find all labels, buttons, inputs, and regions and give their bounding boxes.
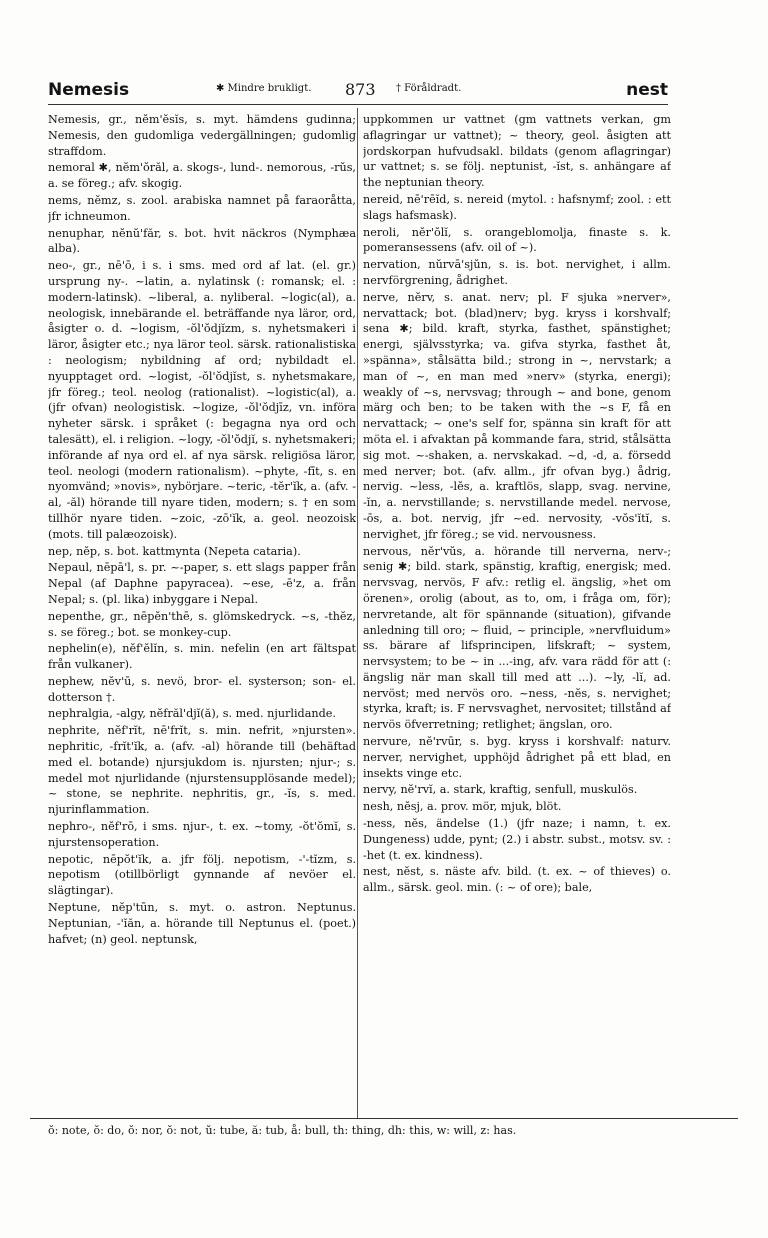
entry: nephew, nĕv'ū, s. nevö, bror- el. systerson; son- el. dotterson †. <box>48 674 356 704</box>
obsolete-note: † Föråldradt. <box>396 83 462 94</box>
entry: nepotic, nēpŏt'ĭk, a. jfr följ. nepotism, -'-tĭzm, s. nepotism (otillbörligt gynnande af nevöer el. slägtingar). <box>48 852 356 898</box>
page-number: 873 <box>345 80 376 99</box>
entry: neroli, nĕr'ŏlĭ, s. orangeblomolja, finaste s. k. pomeransessens (afv. oil of ~). <box>363 225 671 255</box>
guide-word-right: nest <box>626 80 668 100</box>
entry: uppkommen ur vattnet (gm vattnets verkan, gm aflagringar ur vattnet); ~ theory, geol. åsigten att jordskorpan hufvudsakl. bildats (genom aflagringar) ur vattnet; s. se följ. neptunist, -ĭst, s. anhängare af the neptunian theory. <box>363 113 671 190</box>
left-column <box>48 112 356 1112</box>
entry: Neptune, nĕp'tūn, s. myt. o. astron. Neptunus. Neptunian, -'ĭăn, a. hörande till Neptunus el. (poet.) hafvet; (n) geol. neptunsk, <box>48 901 356 946</box>
column-divider <box>357 108 358 1118</box>
entry: nephro-, nĕf'rō, i sms. njur-, t. ex. ~tomy, -ŏt'ŏmĭ, s. njurstensoperation. <box>48 820 356 849</box>
entry: nervy, nĕ'rvĭ, a. stark, kraftig, senfull, muskulös. <box>363 783 638 797</box>
pronunciation-key: ŏ: note, ŏ: do, ŏ: nor, ŏ: not, ŭ: tube, ă: tub, å: bull, th: thing, dh: this, w: will, z: has. <box>48 1124 517 1137</box>
entry: nervous, nĕr'vŭs, a. hörande till nerverna, nerv-; senig ✱; bild. stark, spänstig, kraftig, energisk; med. nervsvag, nervös, F afv.: retlig el. ängslig, »het om örenen», orolig (about, as to, om, i fråga om, för); nervretande, alt för spännande (situation), gifvande anledning till oro; ~ fluid, ~ principle, »nervfluidum» ss. bärare af lifsprincipen, lifskraft; ~ system, nervsystem; to be ~ in ...-ing, afv. vara rädd för att (: ängslig när man skall till med att ...). ~ly, -lĭ, ad. nervöst; med nervös oro. ~ness, -nĕs, s. nervighet; styrka, kraft; is. F nervsvaghet, nervositet; tillstånd af nervös öfverretning; retlighet; ängslan, oro. <box>363 544 671 732</box>
header-rule <box>48 104 668 105</box>
rare-note: ✱ Mindre brukligt. <box>216 83 312 94</box>
entry: nesh, nĕsj, a. prov. mör, mjuk, blöt. <box>363 800 562 814</box>
right-column <box>363 112 671 1112</box>
footer-rule <box>30 1118 738 1119</box>
entry: Nemesis, gr., nĕm'ĕsĭs, s. myt. hämdens gudinna; Nemesis, den gudomliga vedergällningen; gudomlig straffdom. <box>48 113 356 158</box>
page-header <box>48 80 668 102</box>
guide-word-left: Nemesis <box>48 80 130 100</box>
entry: -ness, nĕs, ändelse (1.) (jfr naze; i namn, t. ex. Dungeness) udde, pynt; (2.) i abstr. subst., motsv. sv. : -het (t. ex. kindness). <box>363 817 671 862</box>
entry: nemoral ✱, nĕm'ŏrăl, a. skogs-, lund-. nemorous, -rŭs, a. se föreg.; afv. skogig. <box>48 161 356 191</box>
entry: Nepaul, nēpā'l, s. pr. ~-paper, s. ett slags papper från Nepal (af Daphne papyracea). ~ese, -ē'z, a. från Nepal; s. (pl. lika) inbyggare i Nepal. <box>48 561 356 606</box>
entry: nervation, nŭrvā'sjŭn, s. is. bot. nervighet, i allm. nervförgrening, ådrighet. <box>363 258 671 287</box>
entry: nephralgia, -algy, nĕfrăl'djĭ(ă), s. med. njurlidande. <box>48 707 336 721</box>
entry: nephrite, nĕf'rĭt, nē'frĭt, s. min. nefrit, »njursten». nephritic, -frĭt'ĭk, a. (afv. -al) hörande till (behäftad med el. botande) njursjukdom is. njursten; njur-; s. medel mot njurlidande (njurstensupplösande medel); ~ stone, se nephrite. nephritis, gr., -ĭs, s. med. njurinflammation. <box>48 724 356 817</box>
entry: nereid, nē'rēĭd, s. nereid (mytol. : hafsnymf; zool. : ett slags hafsmask). <box>363 192 671 222</box>
entry: nerve, nĕrv, s. anat. nerv; pl. F sjuka »nerver», nervattack; bot. (blad)nerv; byg. kryss i korshvalf; sena ✱; bild. kraft, styrka, fasthet, spänstighet; energi, självsstyrka; va. gifva styrka, fasthet åt, »spänna», stålsätta bild.; strong in ~, nervstark; a man of ~, en man med »nerv» (styrka, energi); weakly of ~s, nervsvag; through ~ and bone, genom märg och ben; to be taken with the ~s F, få en nervattack; ~ one's self for, spänna sin kraft för att möta el. i afvaktan på kommande fara, strid, stålsätta sig mot. ~-shaken, a. nervskakad. ~d, -d, a. försedd med nerver; bot. (afv. allm., jfr ofvan byg.) ådrig, nervig. ~less, -lĕs, a. kraftlös, slapp, svag. nervine, -ĭn, a. nervstillande; s. nervstillande medel. nervose, -ōs, a. bot. nervig, jfr ~ed. nervosity, -vŏs'ĭtĭ, s. nervighet, jfr föreg.; se vid. nervousness. <box>363 290 671 541</box>
entry: nenuphar, nĕnŭ'făr, s. bot. hvit näckros (Nymphæa alba). <box>48 226 356 256</box>
entry: nephelin(e), nĕf'ĕlĭn, s. min. nefelin (en art fältspat från vulkaner). <box>48 642 356 672</box>
entry: nepenthe, gr., nēpĕn'thē, s. glömskedryck. ~s, -thĕz, s. se föreg.; bot. se monkey-cup. <box>48 609 356 639</box>
entry: nems, nĕmz, s. zool. arabiska namnet på faraoråtta, jfr ichneumon. <box>48 193 356 223</box>
entry: neo-, gr., nē'ō, i s. i sms. med ord af lat. (el. gr.) ursprung ny-. ~latin, a. nylatinsk (: romansk; el. : modern-latinsk). ~liberal, a. nyliberal. ~logic(al), a. neologisk, innebärande el. beträffande nya läror, ord, åsigter o. d. ~logism, -ŏl'ŏdjĭzm, s. nyhetsmakeri i läror, åsigter etc.; nya läror teol. särsk. rationalistiska : neologism; nybildning af ord; nybildadt el. nyupptaget ord. ~logist, -ŏl'ŏdjĭst, s. nyhetsmakare, jfr föreg.; teol. neolog (rationalist). ~logistic(al), a. (jfr ofvan) neologistisk. ~logize, -ŏl'ŏdjīz, vn. införa nyheter särsk. i språket (: begagna nya ord och talesätt), el. i religion. ~logy, -ŏl'ŏdjĭ, s. nyhetsmakeri; införande af nya ord el. af nya särsk. religiösa läror, teol. neologi (modern rationalism). ~phyte, -fīt, s. en nyomvänd; »novis», nybörjare. ~teric, -tĕr'ĭk, a. (afv. -al, -ăl) hörande till nyare tiden, modern; s. † en som tillhör nyare tiden. ~zoic, -zō'ĭk, a. geol. neozoisk (mots. till palæozoisk). <box>48 259 356 541</box>
entry: nep, nĕp, s. bot. kattmynta (Nepeta cataria). <box>48 544 301 558</box>
entry: nest, nĕst, s. näste afv. bild. (t. ex. ~ of thieves) o. allm., särsk. geol. min. (: ~ of ore); bale, <box>363 865 671 895</box>
entry: nervure, nĕ'rvūr, s. byg. kryss i korshvalf: naturv. nerver, nervighet, upphöjd ådrighet på ett blad, en insekts vinge etc. <box>363 735 671 780</box>
